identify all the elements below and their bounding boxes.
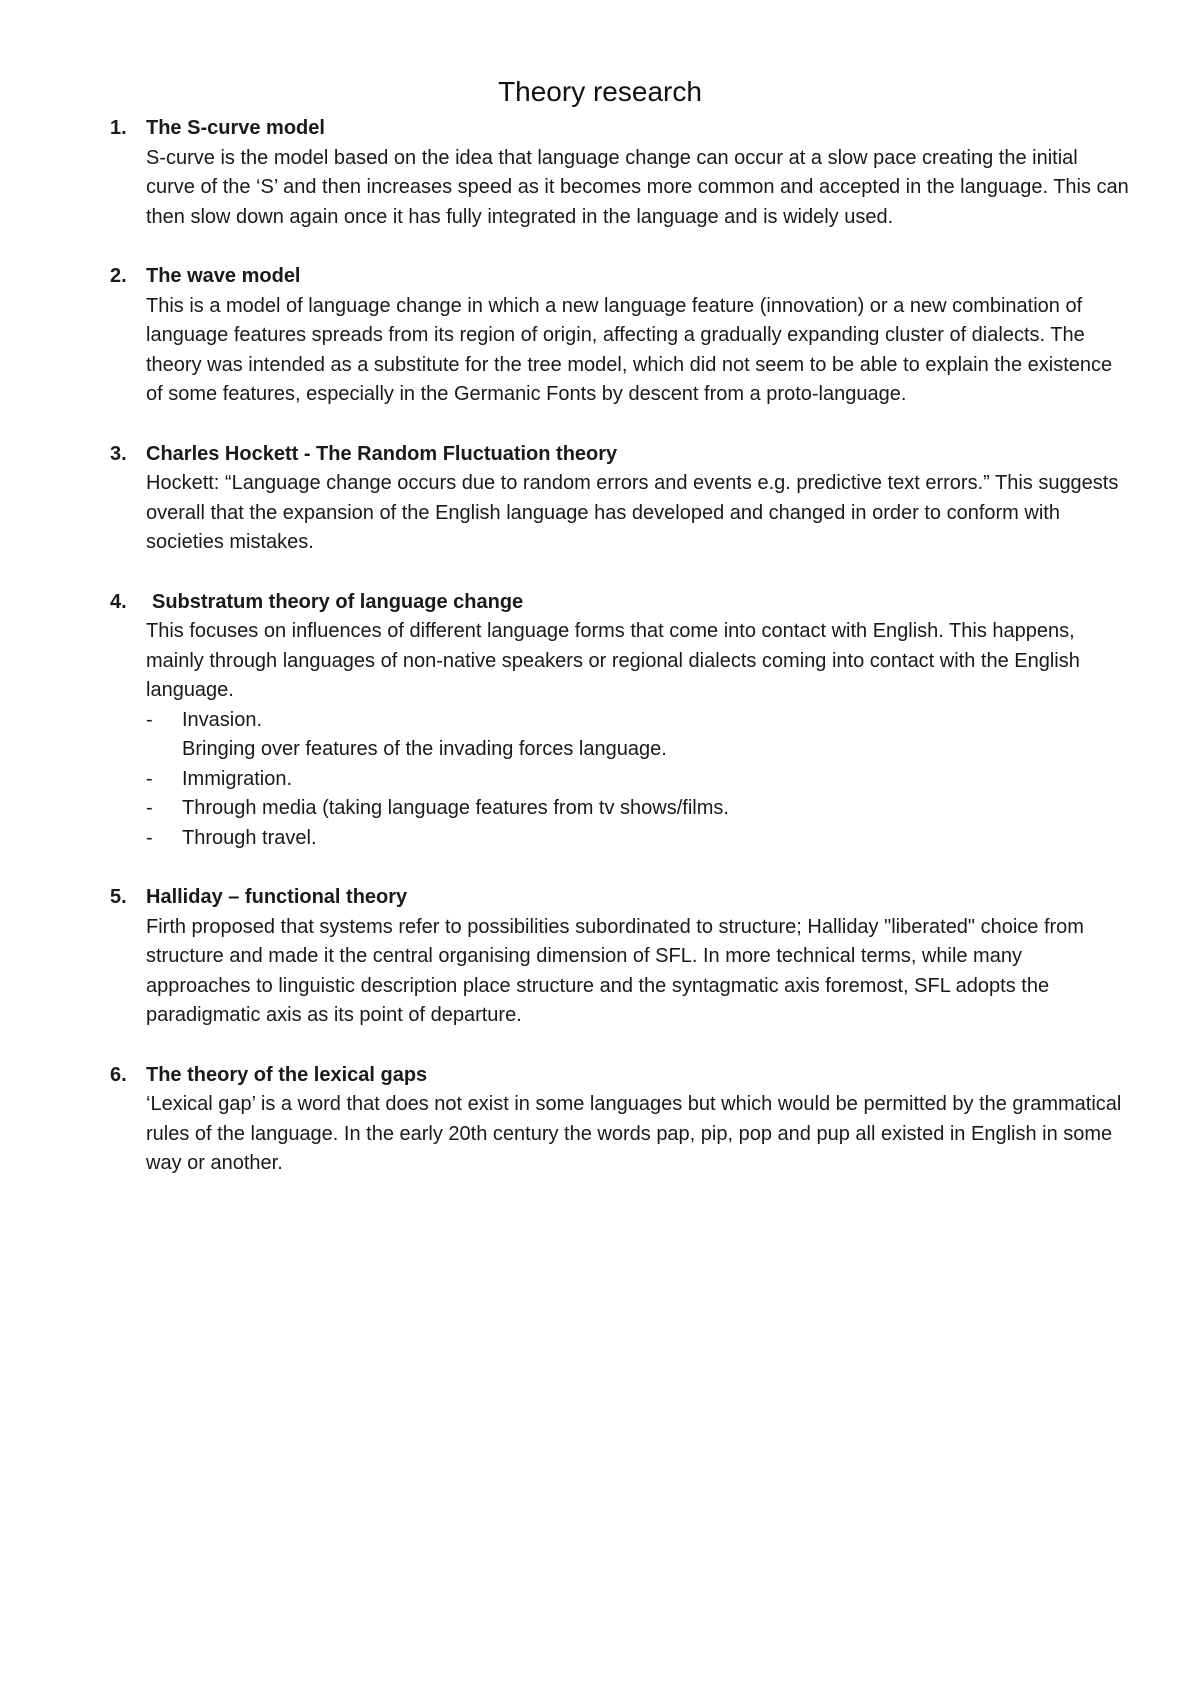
dash-marker: - xyxy=(146,797,153,819)
list-item-text: Invasion. xyxy=(182,708,263,731)
section-wave-model xyxy=(110,262,1130,410)
section-body: ‘Lexical gap’ is a word that does not exist in some languages but which would be permitted by the grammatical rules of the language. In the early 20th century the words pap, pip, pop and pup all existed in English in some way or another. xyxy=(146,1093,1122,1174)
section-body: This is a model of language change in which a new language feature (innovation) or a new combination of language features spreads from its region of origin, affecting a gradually expanding cluster of dialects. The theory was intended as a substitute for the tree model, which did not seem to be able to explain the existence of some features, especially in the Germanic Fonts by descent from a proto-language. xyxy=(146,294,1113,405)
section-number: 1. xyxy=(110,117,127,139)
list-item-text: Through media (taking language features from tv shows/films. xyxy=(182,797,729,819)
section-substratum xyxy=(110,588,1130,854)
theory-list xyxy=(110,114,1130,1209)
section-heading: The wave model xyxy=(146,265,301,287)
section-body: S-curve is the model based on the idea that language change can occur at a slow pace creating the initial curve of the ‘S’ and then increases speed as it becomes more common and accepted in the language. This can then slow down again once it has fully integrated in the language and is widely used. xyxy=(146,146,1129,228)
section-halliday xyxy=(110,883,1130,1031)
section-lexical-gaps xyxy=(110,1061,1130,1179)
section-random-fluctuation xyxy=(110,440,1130,558)
dash-marker: - xyxy=(146,767,153,790)
list-item xyxy=(146,824,1130,854)
section-heading: Halliday – functional theory xyxy=(146,886,408,908)
section-number: 6. xyxy=(110,1063,127,1086)
list-item xyxy=(146,765,1130,795)
list-item-subtext: Bringing over features of the invading forces language. xyxy=(182,738,667,760)
dash-marker: - xyxy=(146,826,153,849)
section-number: 3. xyxy=(110,442,127,465)
page-title: Theory research xyxy=(498,76,702,107)
section-s-curve xyxy=(110,114,1130,232)
section-body: Firth proposed that systems refer to possibilities subordinated to structure; Halliday "liberated" choice from structure and made it the central organising dimension of SFL. In more technical terms, while many approaches to linguistic description place structure and the syntagmatic axis foremost, SFL adopts the paradigmatic axis as its point of departure. xyxy=(146,915,1084,1026)
section-number: 4. xyxy=(110,590,127,613)
section-number: 5. xyxy=(110,886,127,908)
section-number: 2. xyxy=(110,265,127,287)
section-heading: The S-curve model xyxy=(146,117,325,139)
section-heading: The theory of the lexical gaps xyxy=(146,1063,428,1086)
section-heading: Substratum theory of language change xyxy=(152,590,524,613)
section-heading: Charles Hockett - The Random Fluctuation theory xyxy=(146,442,618,465)
list-item-text: Immigration. xyxy=(182,767,293,790)
dash-marker: - xyxy=(146,708,153,731)
list-item xyxy=(146,706,1130,765)
section-body: This focuses on influences of different language forms that come into contact with English. This happens, mainly through languages of non-native speakers or regional dialects coming into contact with the English language. xyxy=(146,620,1080,701)
list-item xyxy=(146,794,1130,824)
influence-list xyxy=(146,706,1130,854)
section-body: Hockett: “Language change occurs due to random errors and events e.g. predictive text errors.” This suggests overall that the expansion of the English language has developed and changed in order to conform with societies mistakes. xyxy=(146,472,1119,553)
list-item-text: Through travel. xyxy=(182,826,317,849)
